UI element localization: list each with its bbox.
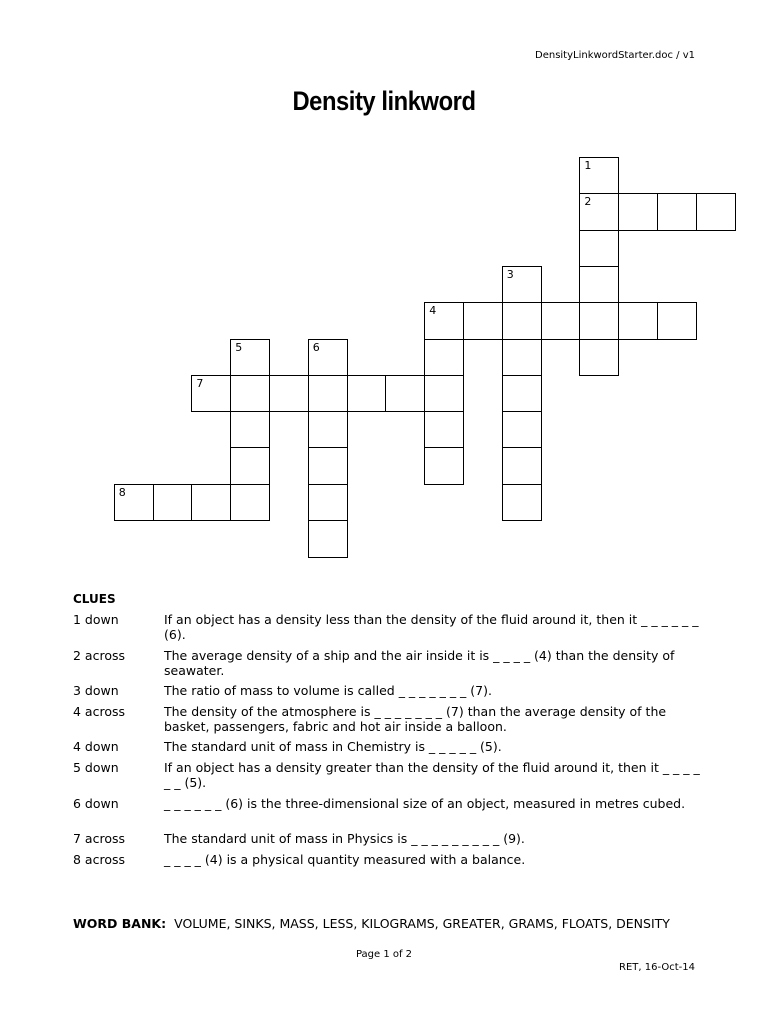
crossword-cell — [541, 302, 581, 340]
crossword-cell — [230, 484, 270, 522]
clue-label: 4 across — [73, 704, 125, 719]
page-title: Density linkword — [292, 86, 476, 116]
page-number: Page 1 of 2 — [355, 949, 413, 960]
clue-label: 6 down — [73, 796, 119, 811]
crossword-cell — [618, 193, 658, 231]
crossword-cell — [424, 339, 464, 377]
crossword-cell — [308, 447, 348, 485]
clue-label: 2 across — [73, 648, 125, 663]
crossword-cell — [696, 193, 736, 231]
crossword-cell — [502, 484, 542, 522]
crossword-cell — [657, 302, 697, 340]
clue-number: 8 — [118, 485, 126, 499]
clue-text: The ratio of mass to volume is called _ _ _ _ _ _ _ (7). — [164, 683, 492, 698]
crossword-cell — [308, 520, 348, 558]
crossword-cell — [230, 339, 270, 377]
crossword-cell — [424, 302, 464, 340]
crossword-cell — [579, 266, 619, 304]
clue-text: If an object has a density less than the density of the fluid around it, then it _ _ _ _ _ _ (6). — [164, 612, 699, 642]
clue-text: If an object has a density greater than the density of the fluid around it, then it _ _ _ _ _ _ (5). — [164, 760, 700, 790]
crossword-cell — [230, 447, 270, 485]
word-bank-words: VOLUME, SINKS, MASS, LESS, KILOGRAMS, GREATER, GRAMS, FLOATS, DENSITY — [174, 916, 670, 931]
clue-number: 7 — [196, 376, 204, 390]
clue-number: 1 — [584, 159, 592, 172]
crossword-cell — [579, 193, 619, 231]
crossword-cell — [424, 375, 464, 413]
crossword-cell — [657, 193, 697, 231]
crossword-cell — [153, 484, 193, 522]
crossword-cell — [114, 484, 154, 522]
clue-number: 2 — [584, 195, 592, 209]
clue-text: The standard unit of mass in Physics is _ _ _ _ _ _ _ _ _ (9). — [164, 831, 525, 846]
crossword-cell — [347, 375, 387, 413]
clue-label: 8 across — [73, 852, 125, 867]
clue-text: _ _ _ _ _ _ (6) is the three-dimensional size of an object, measured in metres cubed. — [164, 796, 686, 811]
crossword-cell — [424, 447, 464, 485]
crossword-cell — [191, 375, 231, 413]
crossword-cell — [502, 447, 542, 485]
crossword-cell — [502, 266, 542, 304]
crossword-cell — [579, 302, 619, 340]
footer-date: RET, 16-Oct-14 — [619, 962, 695, 973]
clue-label: 4 down — [73, 739, 119, 754]
crossword-cell — [230, 375, 270, 413]
crossword-cell — [308, 339, 348, 377]
clues-heading: CLUES — [73, 592, 116, 606]
crossword-cell — [424, 411, 464, 449]
clue-number: 6 — [312, 340, 320, 354]
clue-text: The standard unit of mass in Chemistry is _ _ _ _ _ (5). — [164, 739, 502, 754]
crossword-cell — [269, 375, 309, 413]
clue-number: 5 — [235, 340, 243, 354]
clue-text: The average density of a ship and the air inside it is _ _ _ _ (4) than the density of seawater. — [164, 648, 675, 678]
crossword-cell — [191, 484, 231, 522]
crossword-cell — [502, 302, 542, 340]
clue-number: 3 — [506, 267, 514, 281]
word-bank — [73, 916, 670, 931]
crossword-cell — [308, 375, 348, 413]
crossword-cell — [502, 411, 542, 449]
clue-label: 5 down — [73, 760, 119, 775]
crossword-cell — [308, 484, 348, 522]
crossword-cell — [502, 339, 542, 377]
clue-label: 3 down — [73, 683, 119, 698]
word-bank-label: WORD BANK: — [73, 916, 167, 931]
clue-text: The density of the atmosphere is _ _ _ _ _ _ _ (7) than the average density of the basket, passengers, fabric and hot air inside a balloon. — [164, 704, 667, 734]
crossword-cell — [463, 302, 503, 340]
crossword-cell — [502, 375, 542, 413]
clue-label: 7 across — [73, 831, 125, 846]
crossword-cell — [579, 339, 619, 377]
crossword-cell — [308, 411, 348, 449]
crossword-cell — [230, 411, 270, 449]
clue-number: 4 — [429, 304, 437, 318]
crossword-cell — [579, 230, 619, 268]
clue-text: _ _ _ _ (4) is a physical quantity measured with a balance. — [164, 852, 526, 867]
clue-label: 1 down — [73, 612, 119, 627]
crossword-cell — [618, 302, 658, 340]
crossword-cell — [385, 375, 425, 413]
document-filename: DensityLinkwordStarter.doc / v1 — [535, 50, 695, 61]
crossword-cell — [579, 157, 619, 195]
